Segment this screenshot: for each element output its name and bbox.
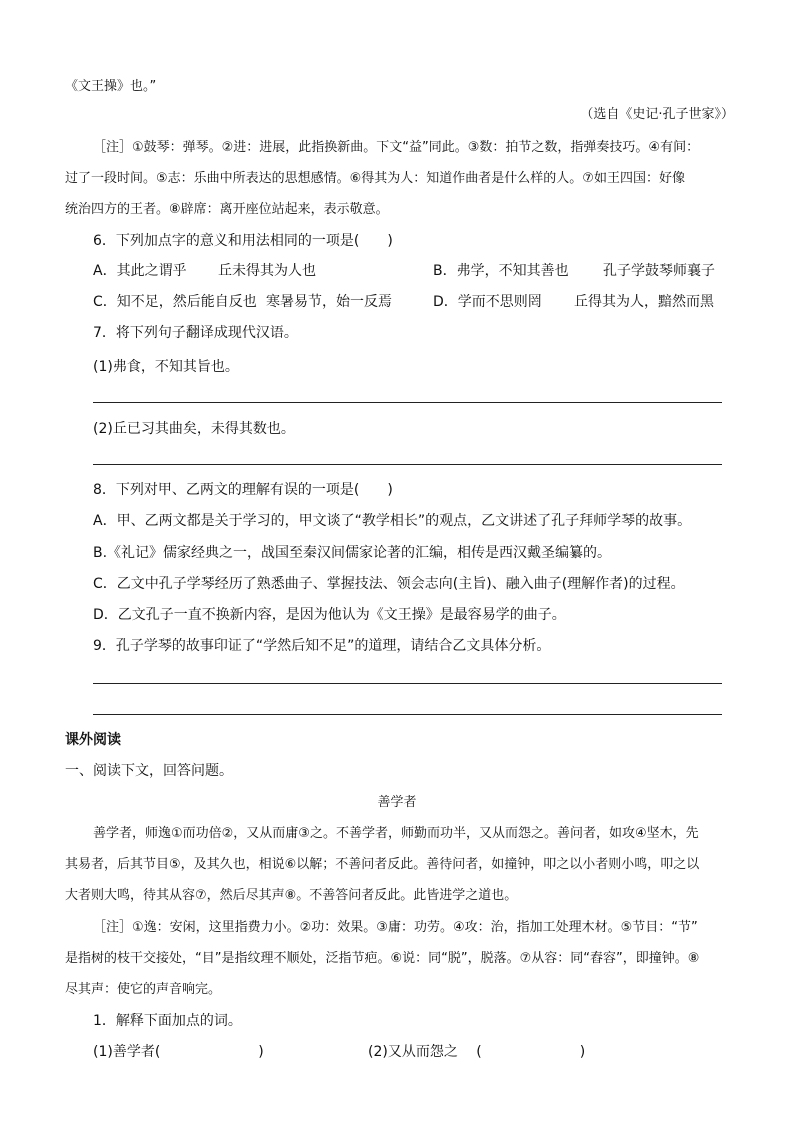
- passage-line-1: 善学者，师逸①而功倍②，又从而庸③之。不善学者，师勤而功半，又从而怨之。善问者，如攻④坚木，先: [93, 826, 699, 841]
- answer-line: [93, 464, 722, 465]
- question-7-stem: 7．将下列句子翻译成现代汉语。: [93, 325, 298, 341]
- passage-line-3: 大者则大鸣，待其从容⑦，然后尽其声⑧。不善答问者反此。此皆进学之道也。: [65, 888, 518, 903]
- extra-q1-item-1: (1)善学者( ): [93, 1044, 264, 1060]
- annotation-line-3: 尽其声：使它的声音响完。: [65, 982, 222, 997]
- q6-option-a-left: A．其此之谓乎: [93, 263, 187, 279]
- q6-option-d-left: D．学而不思则罔: [433, 294, 542, 310]
- q8-option-c: C．乙文中孔子学琴经历了熟悉曲子、掌握技法、领会志向(主旨)、融入曲子(理解作者)的过程。: [93, 576, 685, 592]
- source-citation: （选自《史记·孔子世家》）: [580, 107, 734, 122]
- q6-option-d-right: 丘得其为人，黯然而黑: [574, 294, 714, 310]
- q6-option-c-left: C．知不足，然后能自反也: [93, 294, 257, 310]
- q8-option-b: B.《礼记》儒家经典之一，战国至秦汉间儒家论著的汇编，相传是西汉戴圣编纂的。: [93, 545, 612, 561]
- reading-instruction: 一、阅读下文，回答问题。: [65, 763, 233, 779]
- answer-line: [93, 714, 722, 715]
- q7-sentence-1: (1)弗食，不知其旨也。: [93, 359, 239, 375]
- passage-title: 善学者: [377, 795, 417, 810]
- annotation-line-1: ［注］①逸：安闲，这里指费力小。②功：效果。③庸：功劳。④攻：治，指加工处理木材。⑤节目：“节”: [93, 920, 698, 935]
- q7-sentence-2: (2)丘已习其曲矣，未得其数也。: [93, 421, 295, 437]
- q6-option-c-right: 寒暑易节，始一反焉: [266, 294, 392, 310]
- passage-line-2: 其易者，后其节目⑤，及其久也，相说⑥以解；不善问者反此。善待问者，如撞钟，叩之以小者则小鸣，叩之以: [65, 857, 700, 872]
- annotation-line-2: 是指树的枝干交接处，“目”是指纹理不顺处，泛指节疤。⑥说：同“脱”，脱落。⑦从容：同“舂容”，即撞钟。⑧: [65, 951, 700, 966]
- passage-closing-line: 《文王操》也。”: [65, 79, 157, 94]
- extra-q1-item-2: (2)又从而怨之 ( ): [368, 1044, 586, 1060]
- q8-option-a: A．甲、乙两文都是关于学习的，甲文谈了“教学相长”的观点，乙文讲述了孔子拜师学琴的故事。: [93, 513, 692, 529]
- extra-question-1-stem: 1．解释下面加点的词。: [93, 1013, 242, 1029]
- answer-line: [93, 683, 722, 684]
- question-6-stem: 6．下列加点字的意义和用法相同的一项是( ): [93, 233, 393, 249]
- answer-line: [93, 402, 722, 403]
- question-8-stem: 8．下列对甲、乙两文的理解有误的一项是( ): [93, 482, 393, 498]
- annotation-line-3: 统治四方的王者。⑧辟席：离开座位站起来，表示敬意。: [65, 202, 389, 217]
- q8-option-d: D．乙文孔子一直不换新内容，是因为他认为《文王操》是最容易学的曲子。: [93, 607, 566, 623]
- annotation-line-2: 过了一段时间。⑤志：乐曲中所表达的思想感情。⑥得其为人：知道作曲者是什么样的人。⑦如王四国：好像: [65, 171, 685, 186]
- q6-option-b-right: 孔子学鼓琴师襄子: [603, 263, 715, 279]
- annotation-line-1: ［注］①鼓琴：弹琴。②进：进展，此指换新曲。下文“益”同此。③数：拍节之数，指弹奏技巧。④有间：: [93, 140, 700, 155]
- question-9-stem: 9．孔子学琴的故事印证了“学然后知不足”的道理，请结合乙文具体分析。: [93, 638, 551, 654]
- section-heading: 课外阅读: [65, 732, 121, 748]
- q6-option-a-right: 丘未得其为人也: [218, 263, 316, 279]
- q6-option-b-left: B．弗学，不知其善也: [433, 263, 569, 279]
